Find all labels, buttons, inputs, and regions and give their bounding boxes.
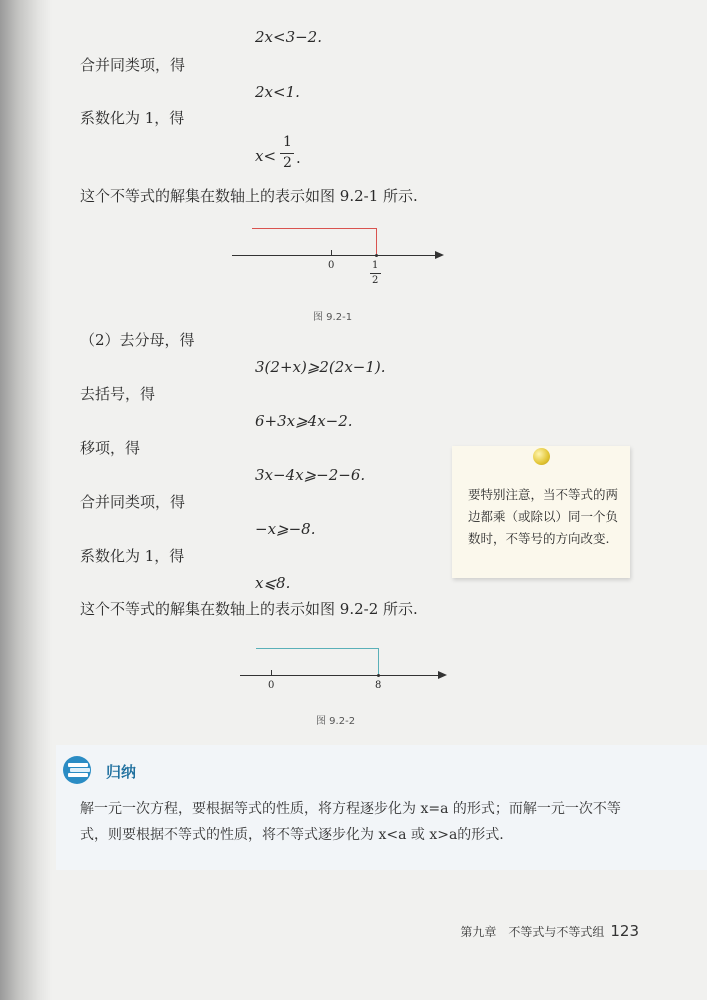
number-axis — [232, 255, 437, 256]
endpoint-marker — [375, 254, 378, 257]
page-footer — [460, 922, 639, 940]
summary-title: 归纳 — [106, 763, 137, 781]
equation-lhs: x< — [255, 147, 277, 165]
equation-line: x⩽8. — [255, 574, 291, 592]
step-text: 系数化为 1，得 — [80, 547, 185, 565]
equation-line: 2x<1. — [255, 83, 300, 101]
figure-caption: 图 9.2-2 — [316, 716, 356, 727]
equation-line: −x⩾−8. — [255, 520, 316, 538]
equation-line: 2x<3−2. — [255, 28, 322, 46]
step-text: （2）去分母，得 — [80, 331, 195, 349]
summary-text: 解一元一次方程，要根据等式的性质，将方程逐步化为 x=a 的形式；而解一元一次不等式，则要根据不等式的性质，将不等式逐步化为 x<a 或 x>a的形式. — [80, 801, 621, 843]
step-text: 移项，得 — [80, 439, 141, 457]
fraction-bar — [280, 153, 294, 154]
zero-tick — [271, 670, 272, 675]
book-spine-shadow — [0, 0, 52, 1000]
solution-set-bracket — [252, 228, 377, 256]
point-denominator: 2 — [372, 275, 379, 286]
pushpin-icon — [533, 448, 550, 465]
solution-set-bracket — [256, 648, 379, 676]
chapter-title: 第九章 不等式与不等式组 — [460, 925, 605, 939]
equation-period: . — [296, 149, 301, 167]
zero-tick — [331, 250, 332, 255]
step-text: 去括号，得 — [80, 385, 156, 403]
axis-arrow-icon — [438, 671, 447, 679]
equation-line: 3x−4x⩾−2−6. — [255, 466, 366, 484]
point-label: 8 — [375, 680, 382, 691]
point-fraction-bar — [370, 273, 381, 274]
step-text: 合并同类项，得 — [80, 493, 186, 511]
fraction-numerator: 1 — [283, 134, 292, 150]
endpoint-marker — [377, 674, 380, 677]
tip-note-card — [452, 446, 630, 578]
step-text: 合并同类项，得 — [80, 56, 186, 74]
figure-caption: 图 9.2-1 — [313, 312, 353, 323]
axis-arrow-icon — [435, 251, 444, 259]
stacked-books-icon — [62, 755, 98, 785]
number-axis — [240, 675, 440, 676]
point-numerator: 1 — [372, 260, 379, 271]
zero-label: 0 — [328, 260, 335, 271]
equation-line: 6+3x⩾4x−2. — [255, 412, 353, 430]
fraction-denominator: 2 — [283, 155, 292, 171]
step-text: 系数化为 1，得 — [80, 109, 185, 127]
conclusion-text: 这个不等式的解集在数轴上的表示如图 9.2-2 所示. — [80, 600, 418, 618]
zero-label: 0 — [268, 680, 275, 691]
tip-note-text: 要特别注意，当不等式的两边都乘（或除以）同一个负数时，不等号的方向改变. — [468, 487, 619, 546]
page-number: 123 — [610, 922, 639, 940]
equation-line: 3(2+x)⩾2(2x−1). — [255, 358, 386, 376]
conclusion-text: 这个不等式的解集在数轴上的表示如图 9.2-1 所示. — [80, 187, 418, 205]
